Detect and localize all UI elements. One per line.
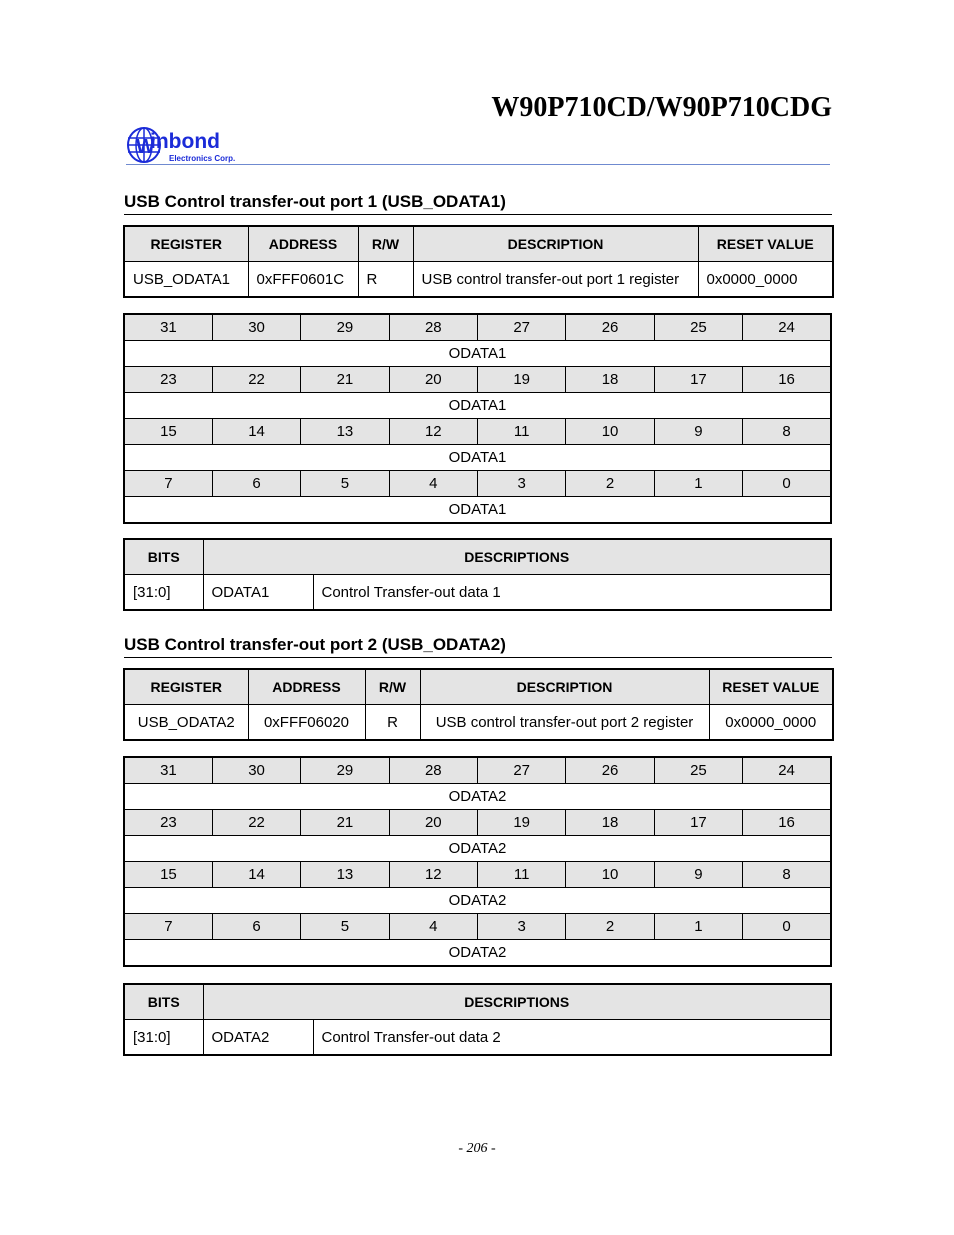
bit-map-table-odata2 — [123, 756, 832, 967]
register-row — [124, 262, 833, 298]
bit-number-cell: 19 — [478, 367, 566, 393]
bit-field-row — [124, 836, 831, 862]
bit-number-cell: 9 — [654, 419, 742, 445]
register-table-odata1 — [123, 225, 834, 298]
bit-number-row — [124, 314, 831, 341]
bit-number-cell: 26 — [566, 757, 654, 784]
section-title-odata1: USB Control transfer-out port 1 (USB_ODATA1) — [124, 192, 832, 215]
bit-field-row — [124, 888, 831, 914]
header-descriptions: DESCRIPTIONS — [203, 984, 831, 1020]
register-reset-value: 0x0000_0000 — [698, 262, 833, 298]
bit-field-row — [124, 445, 831, 471]
bit-number-cell: 20 — [389, 810, 477, 836]
register-reset-value: 0x0000_0000 — [709, 705, 833, 741]
bit-number-cell: 31 — [124, 314, 212, 341]
bit-map-table-odata1 — [123, 313, 832, 524]
svg-text:W: W — [136, 136, 155, 158]
bit-number-row — [124, 471, 831, 497]
register-row — [124, 705, 833, 741]
bit-range: [31:0] — [124, 1020, 203, 1056]
winbond-logo — [126, 124, 256, 166]
bit-description-table-odata2 — [123, 983, 832, 1056]
bit-number-cell: 15 — [124, 419, 212, 445]
header-address: ADDRESS — [248, 669, 365, 705]
bit-number-cell: 8 — [743, 419, 831, 445]
logo-wordmark: inbond — [150, 130, 220, 153]
bit-number-cell: 3 — [478, 914, 566, 940]
bit-number-cell: 31 — [124, 757, 212, 784]
logo-subtitle: Electronics Corp. — [169, 154, 236, 163]
bit-range: [31:0] — [124, 575, 203, 611]
register-rw: R — [358, 262, 413, 298]
bit-number-cell: 20 — [389, 367, 477, 393]
bit-number-cell: 0 — [743, 914, 831, 940]
bit-number-cell: 11 — [478, 862, 566, 888]
bit-number-cell: 28 — [389, 757, 477, 784]
register-table-header-row — [124, 226, 833, 262]
bit-field-row — [124, 341, 831, 367]
bit-number-cell: 18 — [566, 810, 654, 836]
bit-number-row — [124, 914, 831, 940]
bit-number-row — [124, 862, 831, 888]
bit-number-cell: 12 — [389, 862, 477, 888]
bit-field-description: Control Transfer-out data 2 — [313, 1020, 831, 1056]
bit-field-row — [124, 784, 831, 810]
bit-number-cell: 23 — [124, 367, 212, 393]
bit-number-cell: 17 — [654, 810, 742, 836]
header-description: DESCRIPTION — [413, 226, 698, 262]
bit-number-cell: 12 — [389, 419, 477, 445]
register-table-odata2 — [123, 668, 834, 741]
bit-number-cell: 10 — [566, 419, 654, 445]
bit-number-cell: 27 — [478, 314, 566, 341]
bit-number-cell: 21 — [301, 810, 389, 836]
bit-field-row — [124, 497, 831, 524]
bit-description-header-row — [124, 539, 831, 575]
bit-field-name: ODATA1 — [203, 575, 313, 611]
bit-number-cell: 22 — [212, 367, 300, 393]
bit-number-cell: 10 — [566, 862, 654, 888]
document-title: W90P710CD/W90P710CDG — [491, 92, 832, 123]
bit-number-cell: 21 — [301, 367, 389, 393]
bit-number-cell: 4 — [389, 471, 477, 497]
bit-field-name: ODATA2 — [203, 1020, 313, 1056]
header-rw: R/W — [365, 669, 420, 705]
header-address: ADDRESS — [248, 226, 358, 262]
header-reset-value: RESET VALUE — [698, 226, 833, 262]
bit-field-cell: ODATA1 — [124, 445, 831, 471]
bit-field-cell: ODATA1 — [124, 341, 831, 367]
bit-number-cell: 2 — [566, 471, 654, 497]
bit-field-cell: ODATA2 — [124, 784, 831, 810]
bit-description-row — [124, 575, 831, 611]
bit-number-cell: 14 — [212, 862, 300, 888]
register-name: USB_ODATA1 — [124, 262, 248, 298]
bit-number-cell: 23 — [124, 810, 212, 836]
section-title-odata2: USB Control transfer-out port 2 (USB_ODATA2) — [124, 635, 832, 658]
bit-number-cell: 7 — [124, 471, 212, 497]
bit-field-cell: ODATA1 — [124, 393, 831, 419]
bit-number-cell: 27 — [478, 757, 566, 784]
bit-field-cell: ODATA2 — [124, 888, 831, 914]
bit-number-cell: 1 — [654, 914, 742, 940]
bit-field-description: Control Transfer-out data 1 — [313, 575, 831, 611]
bit-number-cell: 5 — [301, 471, 389, 497]
bit-number-cell: 25 — [654, 314, 742, 341]
bit-number-cell: 8 — [743, 862, 831, 888]
bit-number-cell: 7 — [124, 914, 212, 940]
header-divider — [126, 164, 830, 165]
bit-number-cell: 3 — [478, 471, 566, 497]
bit-number-cell: 13 — [301, 419, 389, 445]
bit-number-cell: 17 — [654, 367, 742, 393]
header-register: REGISTER — [124, 669, 248, 705]
bit-number-cell: 24 — [743, 757, 831, 784]
bit-number-cell: 9 — [654, 862, 742, 888]
bit-number-cell: 29 — [301, 314, 389, 341]
bit-field-cell: ODATA2 — [124, 940, 831, 967]
bit-number-row — [124, 419, 831, 445]
bit-number-cell: 15 — [124, 862, 212, 888]
bit-field-cell: ODATA2 — [124, 836, 831, 862]
bit-field-row — [124, 393, 831, 419]
bit-number-cell: 14 — [212, 419, 300, 445]
header-descriptions: DESCRIPTIONS — [203, 539, 831, 575]
register-table-header-row — [124, 669, 833, 705]
bit-number-cell: 24 — [743, 314, 831, 341]
header-bits: BITS — [124, 984, 203, 1020]
bit-number-cell: 29 — [301, 757, 389, 784]
header-description: DESCRIPTION — [420, 669, 709, 705]
bit-number-cell: 16 — [743, 810, 831, 836]
page-number: - 206 - — [458, 1141, 496, 1156]
bit-number-cell: 11 — [478, 419, 566, 445]
bit-number-cell: 2 — [566, 914, 654, 940]
bit-number-cell: 28 — [389, 314, 477, 341]
register-description: USB control transfer-out port 1 register — [413, 262, 698, 298]
bit-number-cell: 0 — [743, 471, 831, 497]
register-address: 0xFFF06020 — [248, 705, 365, 741]
bit-description-table-odata1 — [123, 538, 832, 611]
bit-number-row — [124, 810, 831, 836]
bit-number-cell: 19 — [478, 810, 566, 836]
register-description: USB control transfer-out port 2 register — [420, 705, 709, 741]
bit-number-cell: 1 — [654, 471, 742, 497]
bit-number-cell: 5 — [301, 914, 389, 940]
bit-number-cell: 30 — [212, 314, 300, 341]
bit-number-cell: 16 — [743, 367, 831, 393]
bit-number-row — [124, 367, 831, 393]
header-bits: BITS — [124, 539, 203, 575]
bit-description-row — [124, 1020, 831, 1056]
bit-number-cell: 30 — [212, 757, 300, 784]
bit-field-cell: ODATA1 — [124, 497, 831, 524]
header-rw: R/W — [358, 226, 413, 262]
header-reset-value: RESET VALUE — [709, 669, 833, 705]
bit-number-cell: 13 — [301, 862, 389, 888]
bit-number-cell: 6 — [212, 471, 300, 497]
register-address: 0xFFF0601C — [248, 262, 358, 298]
bit-number-cell: 4 — [389, 914, 477, 940]
register-rw: R — [365, 705, 420, 741]
bit-number-cell: 22 — [212, 810, 300, 836]
bit-number-cell: 26 — [566, 314, 654, 341]
bit-number-cell: 18 — [566, 367, 654, 393]
header-register: REGISTER — [124, 226, 248, 262]
bit-number-cell: 6 — [212, 914, 300, 940]
bit-description-header-row — [124, 984, 831, 1020]
bit-number-row — [124, 757, 831, 784]
register-name: USB_ODATA2 — [124, 705, 248, 741]
bit-field-row — [124, 940, 831, 967]
bit-number-cell: 25 — [654, 757, 742, 784]
